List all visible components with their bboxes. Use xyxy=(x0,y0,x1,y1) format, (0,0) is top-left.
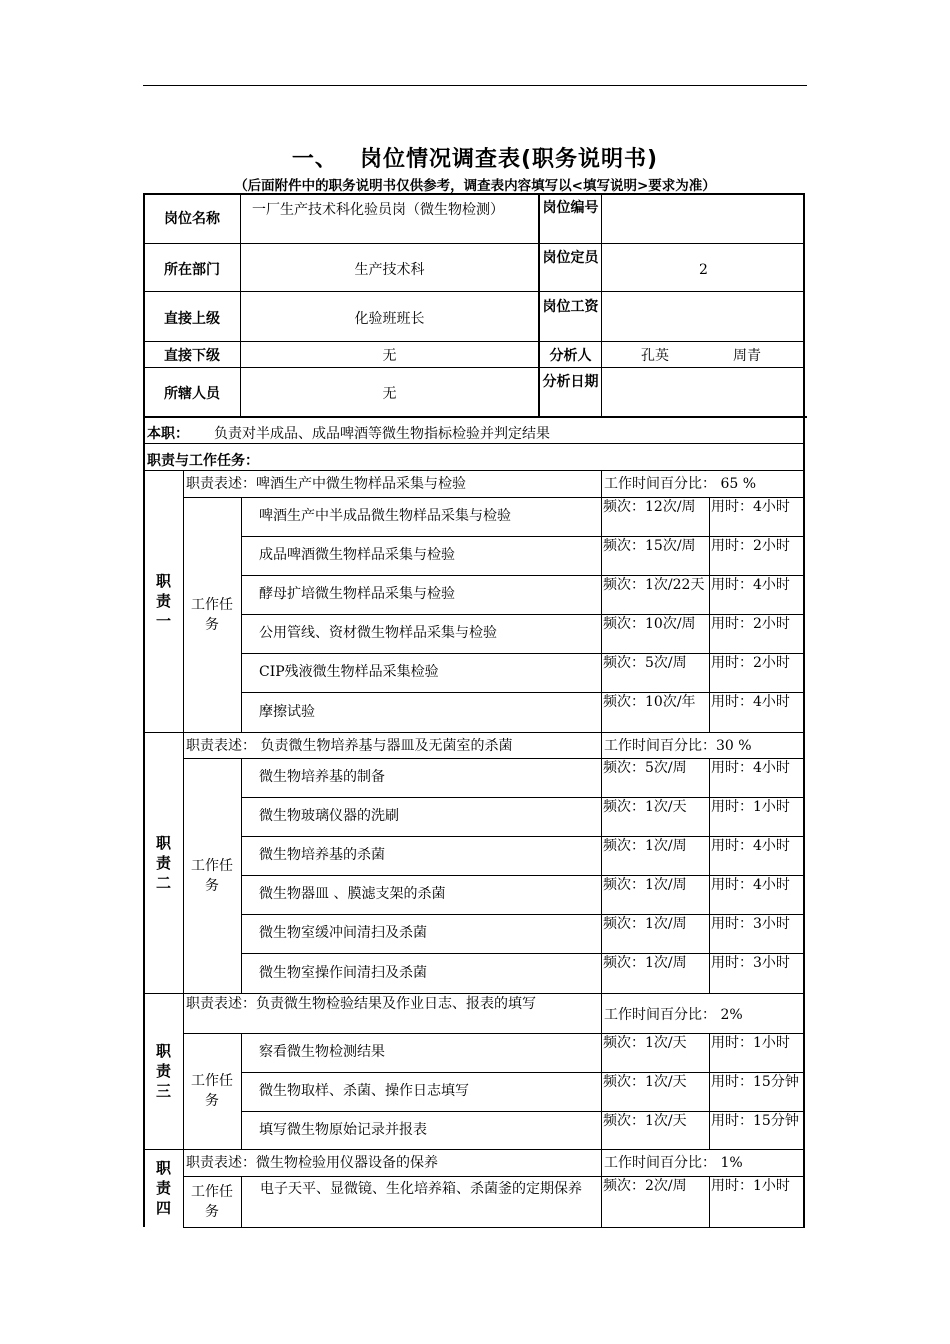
section-pct: 工作时间百分比： 65 % xyxy=(604,476,757,492)
table-rule xyxy=(601,1149,602,1227)
task-frequency: 频次：1次/周 xyxy=(603,838,687,854)
table-rule xyxy=(143,416,807,418)
task-name: 电子天平、显微镜、生化培养箱、杀菌釜的定期保养 xyxy=(260,1181,582,1197)
task-name: 填写微生物原始记录并报表 xyxy=(259,1121,427,1138)
task-frequency: 频次：5次/周 xyxy=(603,655,687,671)
table-rule xyxy=(183,1149,805,1150)
section-pct: 工作时间百分比：30 % xyxy=(604,738,752,754)
task-duration: 用时：4小时 xyxy=(711,499,790,515)
work-task-label: 工作任务 xyxy=(191,1183,233,1220)
wage-label: 岗位工资 xyxy=(542,299,599,315)
table-rule xyxy=(183,470,805,471)
task-name: CIP残液微生物样品采集检验 xyxy=(259,664,439,680)
task-frequency: 频次：1次/周 xyxy=(603,916,687,932)
quota-value: 2 xyxy=(699,262,708,278)
work-task-label: 工作任务 xyxy=(191,596,233,633)
section-desc: 职责表述：微生物检验用仪器设备的保养 xyxy=(186,1155,438,1171)
section-name: 职 责 三 xyxy=(155,1042,171,1100)
task-frequency: 频次：5次/周 xyxy=(603,760,687,776)
subordinate-value: 无 xyxy=(382,348,397,364)
task-name: 啤酒生产中半成品微生物样品采集与检验 xyxy=(259,508,511,524)
task-duration: 用时：1小时 xyxy=(711,1035,790,1051)
task-duration: 用时：4小时 xyxy=(711,838,790,854)
table-rule xyxy=(183,732,184,993)
page-title xyxy=(143,142,807,173)
table-rule xyxy=(601,993,602,1149)
task-frequency: 频次：10次/年 xyxy=(603,694,696,710)
task-name: 微生物取样、杀菌、操作日志填写 xyxy=(259,1083,469,1099)
table-rule xyxy=(145,1149,183,1150)
work-task-label: 工作任务 xyxy=(191,1073,233,1109)
task-duration: 用时：4小时 xyxy=(711,877,790,893)
table-rule xyxy=(183,1227,241,1228)
table-rule xyxy=(183,993,184,1149)
subordinate-label: 直接下级 xyxy=(164,348,220,364)
table-rule xyxy=(241,1176,242,1227)
task-name: 微生物培养基的制备 xyxy=(259,769,385,785)
table-rule xyxy=(601,195,602,416)
table-rule xyxy=(145,367,805,368)
task-duration: 用时：3小时 xyxy=(711,916,790,932)
task-frequency: 频次：10次/周 xyxy=(603,616,696,632)
superior-value: 化验班班长 xyxy=(354,311,425,327)
task-frequency: 频次：1次/天 xyxy=(603,799,687,815)
task-name: 酵母扩培微生物样品采集与检验 xyxy=(259,586,455,602)
table-rule xyxy=(709,1176,710,1227)
task-frequency: 频次：2次/周 xyxy=(603,1178,687,1194)
section-name: 职 责 二 xyxy=(155,833,171,892)
task-duration: 用时：4小时 xyxy=(711,760,790,776)
table-rule xyxy=(145,993,183,994)
task-name: 微生物玻璃仪器的洗刷 xyxy=(259,808,399,824)
post-no-label: 岗位编号 xyxy=(542,200,599,216)
task-duration: 用时：2小时 xyxy=(711,538,790,554)
task-name: 摩擦试验 xyxy=(259,703,315,720)
section-pct: 工作时间百分比： 1% xyxy=(604,1155,743,1171)
task-name: 微生物培养基的杀菌 xyxy=(259,847,385,863)
section-name: 职 责 四 xyxy=(155,1159,171,1217)
section-desc: 职责表述： 负责微生物培养基与器皿及无菌室的杀菌 xyxy=(186,738,513,754)
section-desc: 职责表述：啤酒生产中微生物样品采集与检验 xyxy=(186,476,466,492)
duty-label: 本职： xyxy=(147,426,189,442)
table-rule xyxy=(145,243,805,244)
section-desc: 职责表述：负责微生物检验结果及作业日志、报表的填写 xyxy=(186,996,536,1012)
table-rule xyxy=(183,1227,805,1228)
task-duration: 用时：3小时 xyxy=(711,955,790,971)
header-rule xyxy=(143,85,807,86)
task-duration: 用时：2小时 xyxy=(711,616,790,632)
duty-text: 负责对半成品、成品啤酒等微生物指标检验并判定结果 xyxy=(214,426,550,442)
post-name-value: 一厂生产技术科化验员岗（微生物检测） xyxy=(252,202,504,218)
analyst-name: 孔英 xyxy=(641,348,669,364)
table-rule xyxy=(183,993,805,994)
task-duration: 用时：15分钟 xyxy=(711,1074,799,1090)
superior-label: 直接上级 xyxy=(164,311,220,327)
section-name: 职 责 一 xyxy=(155,572,171,630)
analyst-name: 周青 xyxy=(733,348,761,364)
dept-label: 所在部门 xyxy=(164,262,220,278)
title-text: 岗位情况调查表(职务说明书) xyxy=(359,147,659,172)
staff-label: 所辖人员 xyxy=(164,386,220,402)
task-frequency: 频次：12次/周 xyxy=(603,499,696,515)
page-subtitle: （后面附件中的职务说明书仅供参考，调查表内容填写以<填写说明>要求为准） xyxy=(234,178,716,194)
task-name: 微生物室缓冲间清扫及杀菌 xyxy=(259,925,427,941)
task-frequency: 频次：15次/周 xyxy=(603,538,696,554)
task-duration: 用时：4小时 xyxy=(711,577,790,593)
task-name: 察看微生物检测结果 xyxy=(259,1044,385,1060)
table-rule xyxy=(145,341,805,342)
table-rule xyxy=(145,291,805,292)
quota-label: 岗位定员 xyxy=(542,250,599,266)
task-frequency: 频次：1次/天 xyxy=(603,1035,687,1051)
table-rule xyxy=(709,1033,710,1149)
table-rule xyxy=(183,1149,184,1227)
task-duration: 用时：1小时 xyxy=(711,799,790,815)
title-number: 一、 xyxy=(291,147,338,172)
table-rule xyxy=(145,732,183,733)
task-duration: 用时：2小时 xyxy=(711,655,790,671)
task-frequency: 频次：1次/22天 xyxy=(603,577,705,593)
tasks-header: 职责与工作任务： xyxy=(147,453,259,469)
analyst-label: 分析人 xyxy=(549,348,592,364)
staff-value: 无 xyxy=(382,386,397,402)
table-rule xyxy=(240,195,241,416)
task-name: 公用管线、资材微生物样品采集与检验 xyxy=(259,625,497,641)
task-name: 成品啤酒微生物样品采集与检验 xyxy=(259,547,455,563)
work-task-label: 工作任务 xyxy=(191,857,233,894)
dept-value: 生产技术科 xyxy=(354,262,425,278)
task-name: 微生物器皿 、膜滤支架的杀菌 xyxy=(259,886,446,902)
section-pct: 工作时间百分比： 2% xyxy=(604,1007,743,1023)
table-rule xyxy=(183,732,805,733)
table-rule xyxy=(538,195,540,416)
analysis-date-label: 分析日期 xyxy=(542,374,599,390)
task-duration: 用时：4小时 xyxy=(711,694,790,710)
post-name-label: 岗位名称 xyxy=(164,211,220,227)
task-name: 微生物室操作间清扫及杀菌 xyxy=(259,964,427,981)
table-rule xyxy=(241,1033,242,1149)
task-frequency: 频次：1次/周 xyxy=(603,955,687,971)
task-duration: 用时：1小时 xyxy=(711,1178,790,1194)
task-duration: 用时：15分钟 xyxy=(711,1113,799,1129)
task-frequency: 频次：1次/天 xyxy=(603,1113,687,1129)
table-rule xyxy=(183,470,184,732)
task-frequency: 频次：1次/天 xyxy=(603,1074,687,1090)
task-frequency: 频次：1次/周 xyxy=(603,877,687,893)
